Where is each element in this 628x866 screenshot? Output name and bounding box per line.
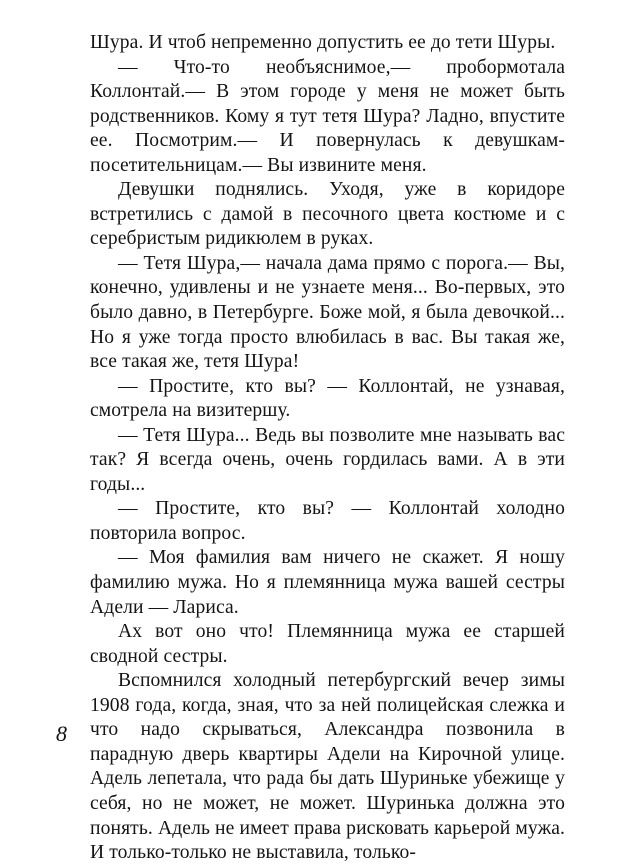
paragraph-3: Девушки поднялись. Уходя, уже в коридоре встретились с дамой в песочного цвета костюме и с серебристым ридикюлем в руках. [90, 179, 565, 250]
paragraph-2: — Что-то необъяснимое,— пробормотала Коллонтай.— В этом городе у меня не может быть родственников. Кому я тут тетя Шура? Ладно, впустите ее. Посмотрим.— И повернулась к девушкам-посетительницам.— Вы извините меня. [90, 56, 565, 176]
paragraph-10: Вспомнился холодный петербургский вечер зимы 1908 года, когда, зная, что за ней полицейская слежка и что надо скрываться, Александра позвонила в парадную дверь квартиры Адели на Кирочной улице. Адель лепетала, что рада бы дать Шуриньке убежище у себя, но не может, не может. Шуринька должна это понять. Адель не имеет права рисковать карьерой мужа. И только-только не выставила, только- [90, 670, 565, 864]
paragraph-1: Шура. И чтоб непременно допустить ее до тети Шуры. [90, 32, 556, 53]
paragraph-6: — Тетя Шура... Ведь вы позволите мне называть вас так? Я всегда очень, очень гордилась вами. А в эти годы... [90, 424, 565, 495]
paragraph-4: — Тетя Шура,— начала дама прямо с порога.— Вы, конечно, удивлены и не узнаете меня... Во-первых, это было давно, в Петербурге. Боже мой, я была девочкой... Но я уже тогда просто влюбилась в вас. Вы такая же, все такая же, тетя Шура! [90, 252, 565, 373]
paragraph-7: — Простите, кто вы? — Коллонтай холодно повторила вопрос. [90, 498, 565, 544]
body-text [90, 31, 565, 866]
paragraph-5: — Простите, кто вы? — Коллонтай, не узнавая, смотрела на визитершу. [90, 375, 565, 422]
paragraph-8: — Моя фамилия вам ничего не скажет. Я ношу фамилию мужа. Но я племянница мужа вашей сестры Адели — Лариса. [90, 547, 565, 618]
paragraph-9: Ах вот оно что! Племянница мужа ее старшей сводной сестры. [90, 621, 565, 667]
page-number: 8 [56, 721, 67, 746]
